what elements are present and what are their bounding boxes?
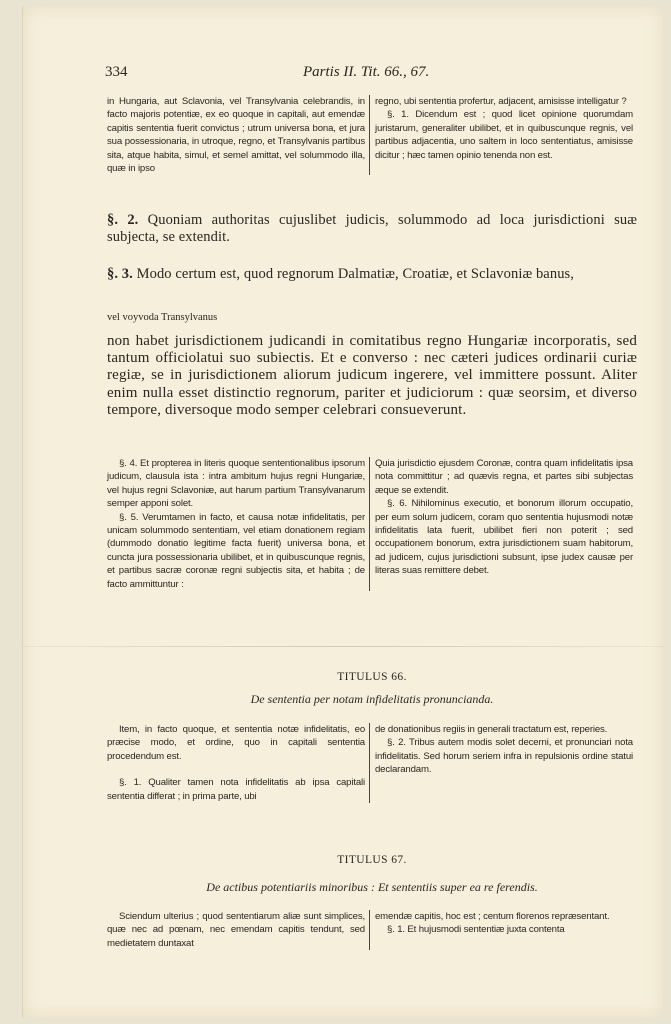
titulus-67-left-column xyxy=(107,910,370,950)
top-left-paragraph: in Hungaria, aut Sclavonia, vel Transylvania celebrandis, in facto majoris potentiæ, ex eo quoque in capitali, aut emendæ capitis sententia fuerit convictus ; utrum universa bona, et jura sua possessionaria, in utroque, regno, et Transylvanis partibus sita, atque habita, simul, et semel amittat, vel solummodo illa, quæ in ipso xyxy=(107,96,365,175)
titulus-67-right-paragraph: §. 1. Et hujusmodi sententiæ juxta contenta xyxy=(387,924,565,936)
interlinear-note: vel voyvoda Transylvanus xyxy=(107,312,218,323)
middle-two-column-block xyxy=(107,457,635,591)
main-paragraph: non habet jurisdictionem judicandi in comitatibus regno Hungariæ incorporatis, sed tantum officiolatui suo subiectis. Et e converso : nec cæteri judices ordinarii curiæ regiæ, se in jurisdictionem aliorum judicum ingerere, vel immittere possunt. Aliter enim nulla esset distinctio regnorum, pariter et judiciorum : quæ seorsim, et diverso tempore, diversoque modo semper celebrari consueverunt. xyxy=(107,333,637,418)
titulus-66-left-column xyxy=(107,723,370,803)
titulus-67-right-paragraph: emendæ capitis, hoc est ; centum florenos repræsentant. xyxy=(375,911,610,922)
titulus-67-right-column xyxy=(370,910,633,950)
titulus-67-block xyxy=(107,910,635,950)
titulus-67-left-paragraph: Sciendum ulterius ; quod sententiarum aliæ sunt simplices, quæ nec ad pœnam, nec emendam capitis tendunt, sed medietatem duntaxat xyxy=(107,911,365,949)
titulus-67-title: TITULUS 67. xyxy=(337,854,407,866)
top-left-column xyxy=(107,95,370,175)
section-2 xyxy=(107,212,637,246)
section-3-symbol: §. 3. xyxy=(107,266,133,282)
top-right-paragraph: regno, ubi sententia profertur, adjacent, amisisse intelligatur ? xyxy=(375,96,627,107)
book-page xyxy=(22,6,663,1018)
titulus-67-subtitle: De actibus potentiariis minoribus : Et sententiis super ea re ferendis. xyxy=(206,880,538,894)
titulus-66-left-paragraph: §. 1. Qualiter tamen nota infidelitatis ab ipsa capitali sententia differat ; in prima parte, ubi xyxy=(107,777,365,802)
titulus-66-left-paragraph: Item, in facto quoque, et sententia notæ infidelitatis, eo præcise modo, et ordine, quo in capitali sententia procedendum est. xyxy=(107,724,365,762)
middle-left-paragraph: §. 5. Verumtamen in facto, et causa notæ infidelitatis, per unicam solummodo sententiam, vel etiam donationem regiam (dummodo donatio legitime facta fuerit) universa bona, et cuncta jura possessionaria ubilibet, et in quibuscunque regnis, et partibus sacræ coronæ regni subjectis sita, et habita ; de facto ammittuntur : xyxy=(107,511,365,590)
running-head: Partis II. Tit. 66., 67. xyxy=(303,64,430,80)
top-right-column xyxy=(370,95,633,175)
middle-left-column xyxy=(107,457,370,591)
titulus-66-right-paragraph: de donationibus regiis in generali tractatum est, reperies. xyxy=(375,724,608,735)
middle-right-paragraph: Quia jurisdictio ejusdem Coronæ, contra quam infidelitatis ipsa nota committitur ; ad quævis regna, et partes sibi subjectas æque se extendit. xyxy=(375,458,633,496)
titulus-66-title: TITULUS 66. xyxy=(337,671,407,683)
titulus-66-right-column xyxy=(370,723,633,803)
section-2-text: Quoniam authoritas cujuslibet judicis, solummodo ad loca jurisdictioni suæ subjecta, se extendit. xyxy=(107,212,637,245)
section-3-text: Modo certum est, quod regnorum Dalmatiæ, Croatiæ, et Sclavoniæ banus, xyxy=(136,266,575,282)
middle-left-paragraph: §. 4. Et propterea in literis quoque sententionalibus ipsorum judicum, clausula ista : intra ambitum hujus regni Hungariæ, vel hujus regni Sclavoniæ, aut harum partium Transylvanarum semper apponi solet. xyxy=(107,458,365,510)
page-number: 334 xyxy=(105,64,128,80)
titulus-66-right-paragraph: §. 2. Tribus autem modis solet decerni, et pronunciari nota infidelitatis. Sed horum seriem infra in repulsionis ordine statui declarandam. xyxy=(375,737,633,776)
page-header xyxy=(105,64,465,84)
titulus-66-block xyxy=(107,723,635,803)
page-fold-line xyxy=(23,646,663,647)
top-two-column-block xyxy=(107,95,635,175)
top-right-paragraph: §. 1. Dicendum est ; quod licet opinione quorumdam juristarum, generaliter ubilibet, et in quibuscunque regnis, vel partibus adjacentia, uno saltem in loco sententiatus, amisisse dicitur ; hæc tamen opinio tenenda non est. xyxy=(375,109,633,161)
middle-right-paragraph: §. 6. Nihilominus executio, et bonorum illorum occupatio, per eum solum judicem, coram quo sententia hujusmodi notæ infidelitatis lata fuerit, ubilibet fieri non poterit ; sed occupationem bonorum, extra jurisdictionem suam habitorum, ad judicem, cujus jurisdictioni subsunt, ipse judex causæ per literas suas remittere debet. xyxy=(375,498,633,577)
middle-right-column xyxy=(370,457,633,591)
titulus-66-subtitle: De sententia per notam infidelitatis pronuncianda. xyxy=(250,692,494,706)
section-2-symbol: §. 2. xyxy=(107,212,139,228)
section-3 xyxy=(107,266,637,283)
